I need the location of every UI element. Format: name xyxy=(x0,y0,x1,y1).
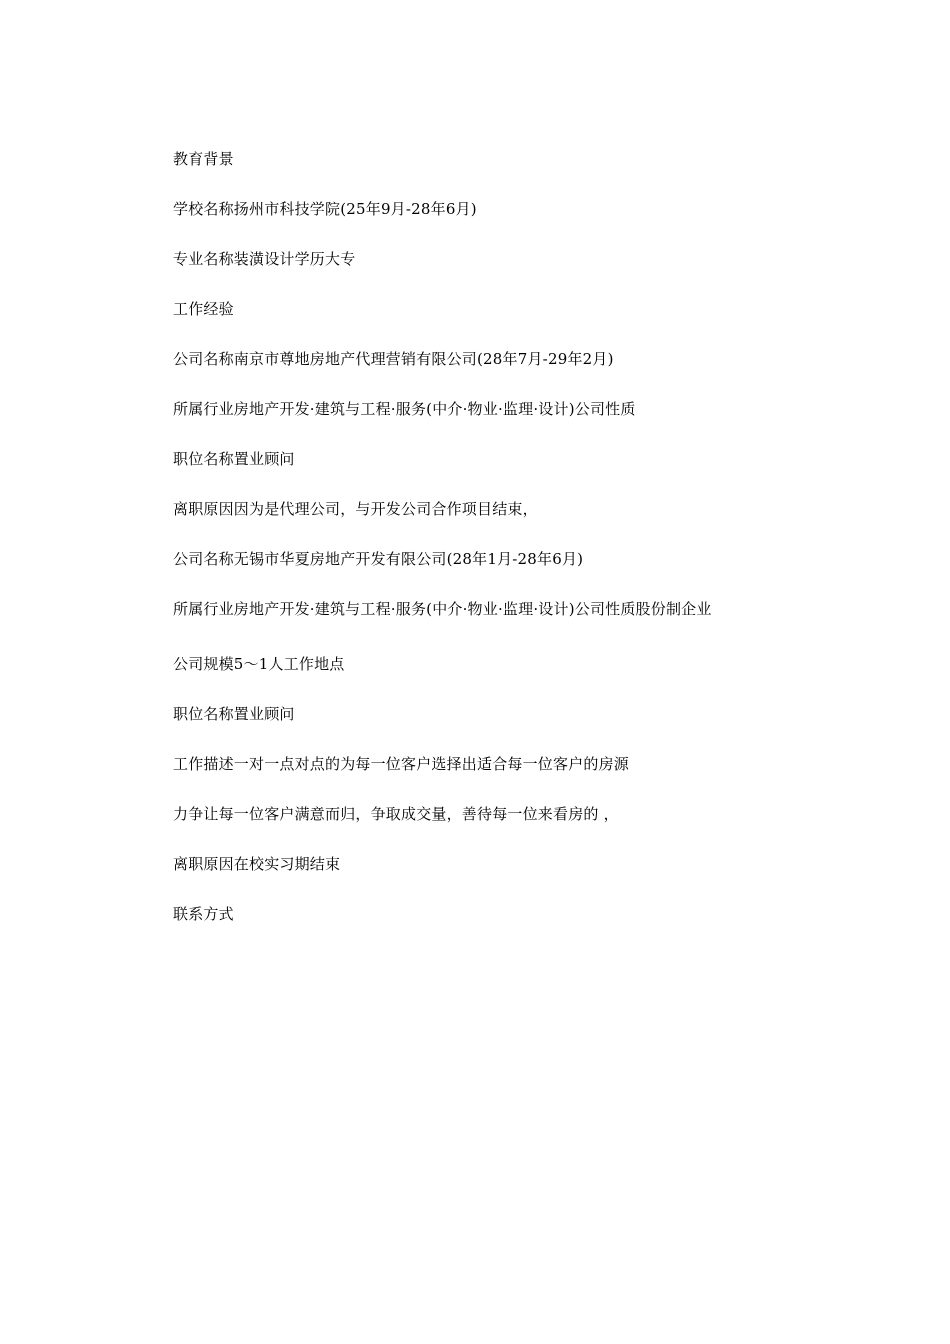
company-name-line-2: 公司名称无锡市华夏房地产开发有限公司(28年1月-28年6月) xyxy=(173,550,584,568)
job-description-continued: 力争让每一位客户满意而归，争取成交量，善待每一位来看房的 ， xyxy=(173,805,619,823)
job-description-line: 工作描述一对一点对点的为每一位客户选择出适合每一位客户的房源 xyxy=(173,755,630,773)
school-name-line: 学校名称扬州市科技学院(25年9月-28年6月) xyxy=(173,200,477,218)
position-line-1: 职位名称置业顾问 xyxy=(173,450,295,468)
major-line: 专业名称装潢设计学历大专 xyxy=(173,250,356,268)
industry-line-2: 所属行业房地产开发·建筑与工程·服务(中介·物业·监理·设计)公司性质股份制企业 xyxy=(173,600,712,618)
document-body xyxy=(141,150,813,955)
leave-reason-line-2: 离职原因在校实习期结束 xyxy=(173,855,341,873)
section-heading-work-experience: 工作经验 xyxy=(173,300,234,318)
position-line-2: 职位名称置业顾问 xyxy=(173,705,295,723)
industry-line-1: 所属行业房地产开发·建筑与工程·服务(中介·物业·监理·设计)公司性质 xyxy=(173,400,636,418)
leave-reason-line-1: 离职原因因为是代理公司，与开发公司合作项目结束， xyxy=(173,500,538,518)
section-heading-education: 教育背景 xyxy=(173,150,234,168)
company-name-line-1: 公司名称南京市尊地房地产代理营销有限公司(28年7月-29年2月) xyxy=(173,350,614,368)
section-heading-contact: 联系方式 xyxy=(173,905,234,923)
company-size-line: 公司规模5～1人工作地点 xyxy=(173,655,345,673)
